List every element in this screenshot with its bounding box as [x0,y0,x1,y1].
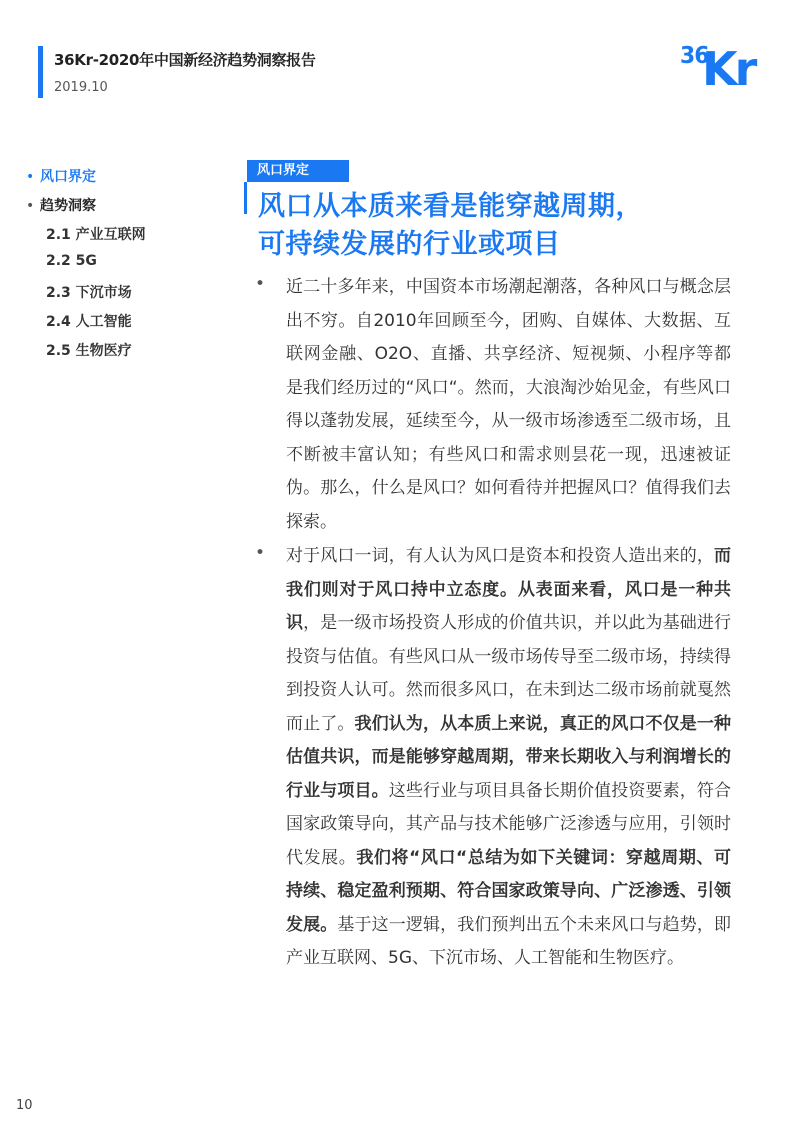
toc-bullet: • [26,169,35,185]
page-number: 10 [16,1098,33,1113]
toc-item-label: 风口界定 [40,169,96,185]
p2-bold-f: 我们将“风口“总结为如下关键词：穿越周期、可持续、稳定盈利预期、符合国家政策导向、广泛渗透、引领发展。 [286,847,731,935]
paragraph-1: 近二十多年来，中国资本市场潮起潮落，各种风口与概念层出不穷。自2010年回顾至今，团购、自媒体、大数据、互联网金融、O2O、直播、共享经济、短视频、小程序等都是我们经历过的“风口“。然而，大浪淘沙始见金，有些风口得以蓬勃发展，延续至今，从一级市场渗透至二级市场，且不断被丰富认知；有些风口和需求则昙花一现，迅速被证伪。那么，什么是风口？如何看待并把握风口？值得我们去探索。 [286,277,731,532]
paragraph-bullet: • [255,274,266,294]
logo-kr: Kr [702,42,755,96]
toc-sub-item-ai[interactable]: 2.4 人工智能 [46,314,132,330]
36kr-logo [680,40,770,96]
title-accent-bar [244,182,247,214]
section-title-line-1: 风口从本质来看是能穿越周期， [258,191,643,222]
report-date: 2019.10 [54,80,108,95]
toc-sub-item-5g[interactable]: 2.2 5G [46,253,97,269]
toc-sub-item-biomedical[interactable]: 2.5 生物医疗 [46,343,132,359]
p2-text-e: 这些行业与项目具备长期价值投资要素，符合国家政策导向，其产品与技术能够广泛渗透与应用，引领时代发展。 [286,780,732,868]
p2-bold-b: 而我们则对于风口持中立态度。从表面来看，风口是一种共识 [286,546,731,633]
p2-text-a: 对于风口一词，有人认为风口是资本和投资人造出来的， [286,546,714,566]
p2-text-c: ，是一级市场投资人形成的价值共识，并以此为基础进行投资与估值。有些风口从一级市场传导至二级市场，持续得到投资人认可。然而很多风口，在未到达二级市场前就戛然而止了。 [286,613,732,734]
toc-item-label: 趋势洞察 [40,198,96,214]
report-title: 36Kr-2020年中国新经济趋势洞察报告 [54,51,316,69]
toc-bullet: • [26,198,35,214]
toc-sub-item-industrial-internet[interactable]: 2.1 产业互联网 [46,227,146,243]
section-title-line-2: 可持续发展的行业或项目 [258,229,561,260]
toc-sub-item-lower-tier-market[interactable]: 2.3 下沉市场 [46,285,132,301]
paragraph-bullet: • [255,543,266,563]
logo-number: 36 [680,43,709,69]
section-tag: 风口界定 [247,160,349,182]
toc-item-insights[interactable] [26,195,96,215]
paragraph-2 [286,540,731,976]
toc-item-definition[interactable] [26,166,96,186]
header-accent-bar [38,46,43,98]
p2-bold-d: 我们认为，从本质上来说，真正的风口不仅是一种估值共识，而是能够穿越周期，带来长期收入与利润增长的行业与项目。 [286,713,732,801]
section-title [258,188,758,264]
p2-text-g: 基于这一逻辑，我们预判出五个未来风口与趋势，即产业互联网、5G、下沉市场、人工智能和生物医疗。 [286,914,732,968]
